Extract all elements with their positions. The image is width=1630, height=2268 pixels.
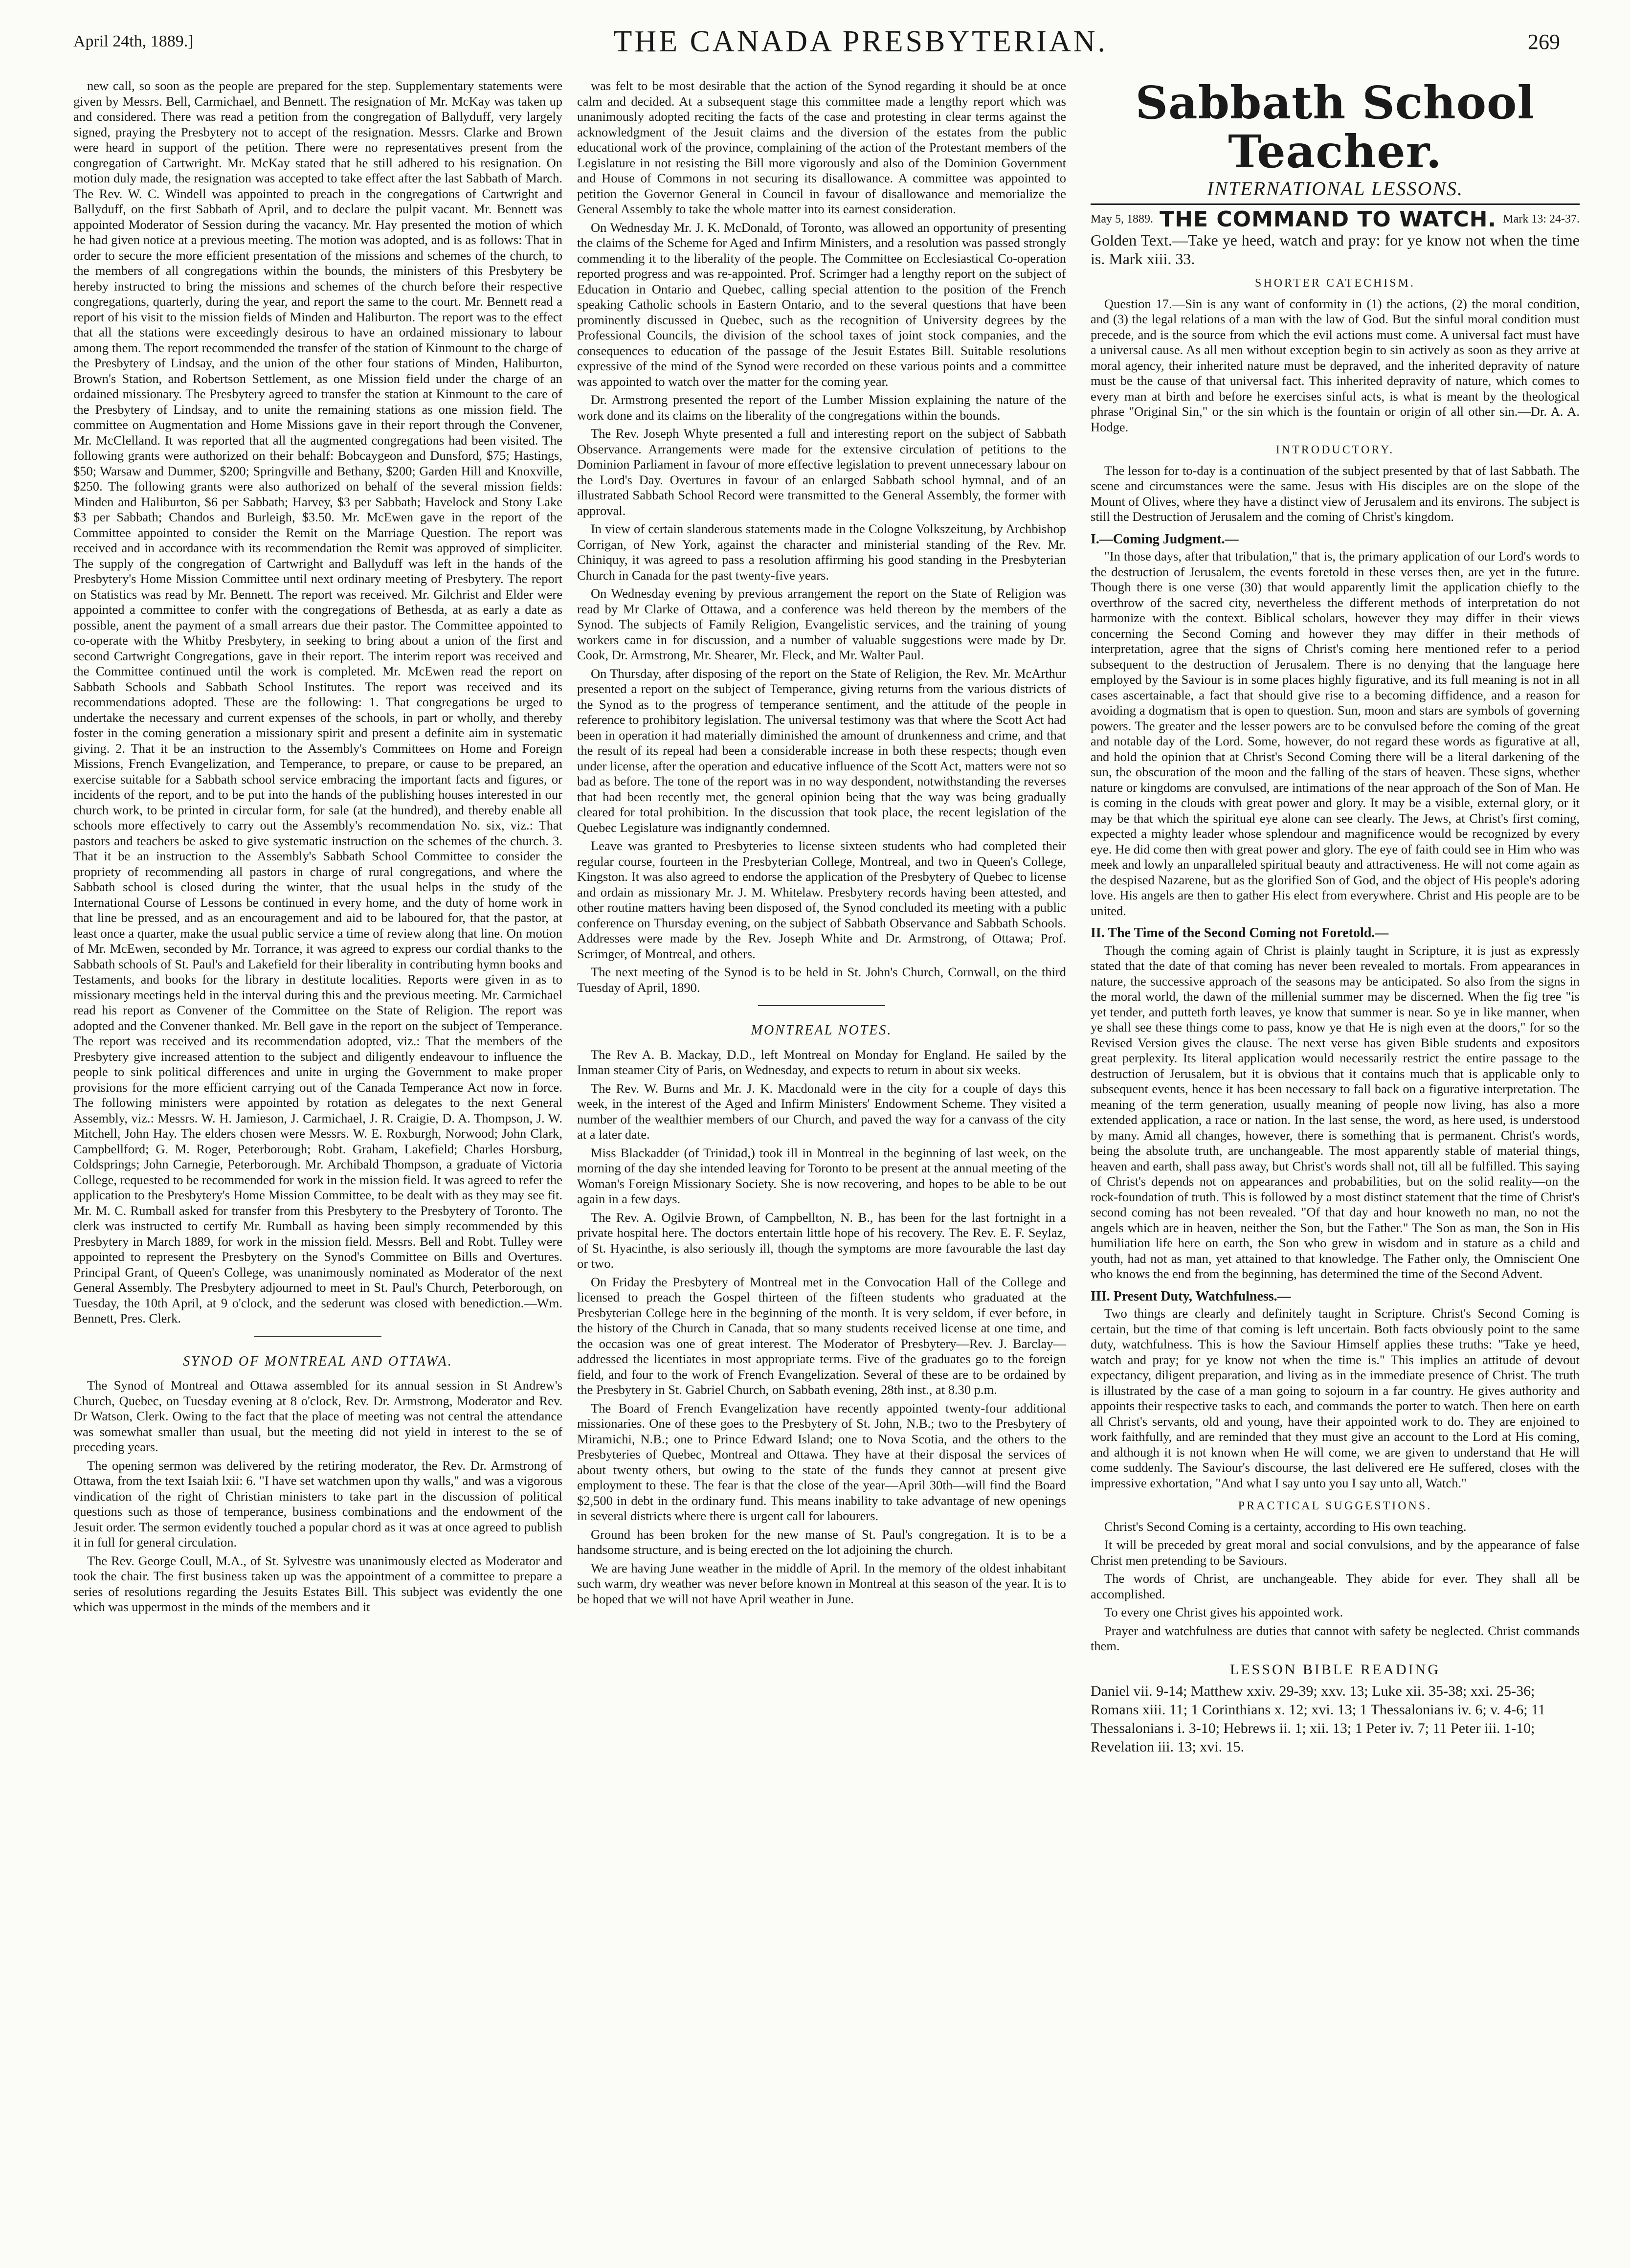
lesson-reference: Mark 13: 24-37. xyxy=(1503,213,1580,226)
divider xyxy=(1091,203,1580,205)
bible-reading-text: Daniel vii. 9-14; Matthew xxiv. 29-39; xxv. 13; Luke xii. 35-38; xxi. 25-36; Romans xiii. 11; 1 Corinthians x. 12; xvi. 13; 1 Thessalonians iv. 6; v. 4-6; 11 Thessalonians i. 3-10; Hebrews ii. 1; xii. 13; 1 Peter iv. 7; 11 Peter iii. 1-10; Revelation iii. 13; xvi. 15. xyxy=(1091,1683,1545,1755)
montreal-notes-heading: MONTREAL NOTES. xyxy=(751,1023,893,1038)
synod-paragraph: The Rev. George Coull, M.A., of St. Sylvestre was unanimously elected as Moderator and took the chair. The first business taken up was the appointment of a committee to prepare a series of resolutions regarding the Jesuits Estates Bill. This subject was evidently the one which was uppermost in the minds of the members and it xyxy=(73,1553,562,1614)
page-number: 269 xyxy=(1527,29,1560,54)
catechism-text: Question 17.—Sin is any want of conformity in (1) the actions, (2) the moral condition, and (3) the legal relations of a man with the law of God. But the sinful moral condition must precede, and is the source from which the evil actions must come. A universal fact must have a universal cause. As all men without exception begin to sin actively as soon as they arrive at moral agency, their inherited nature must be depraved, and the inherited depravity of nature must be the cause of that universal fact. This inherited depravity of nature, which comes to every man at birth and before he exercises sinful acts, is what is meant by the theological phrase "Original Sin," or the sin which is the fountain or origin of all other sin.—Dr. A. A. Hodge. xyxy=(1091,296,1580,434)
practical-item: The words of Christ, are unchangeable. They abide for ever. They shall all be accomplished. xyxy=(1091,1571,1580,1601)
divider xyxy=(254,1336,381,1337)
section-heading: III. Present Duty, Watchfulness.— xyxy=(1091,1288,1291,1304)
practical-item: It will be preceded by great moral and social convulsions, and by the appearance of false Christ men pretending to be Saviours. xyxy=(1091,1537,1580,1568)
issue-date: April 24th, 1889.] xyxy=(73,32,194,50)
notes-paragraph: The Rev A. B. Mackay, D.D., left Montreal on Monday for England. He sailed by the Inman steamer City of Paris, on Wednesday, and expects to return in about six weeks. xyxy=(577,1047,1066,1077)
section-masthead: Sabbath School Teacher. xyxy=(1135,76,1535,178)
notes-paragraph: Ground has been broken for the new manse of St. Paul's congregation. It is to be a handsome structure, and is being erected on the lot adjoining the church. xyxy=(577,1527,1066,1557)
column-2 xyxy=(577,78,1066,1610)
practical-heading: PRACTICAL SUGGESTIONS. xyxy=(1238,1500,1432,1512)
synod-paragraph: On Thursday, after disposing of the report on the State of Religion, the Rev. Mr. McArthur presented a report on the subject of Temperance, giving returns from the various districts of the Synod as to the progress of temperance sentiment, and the attitude of the people in reference to prohibitory legislation. The universal testimony was that where the Scott Act had been in operation it had materially diminished the amount of drunkenness and crime, and that the result of its repeal had been a considerable increase in both these respects; though even under license, after the operation and educative influence of the Scott Act, matters were not so bad as before. The tone of the report was in no way despondent, notwithstanding the reverses that had been recently met, the general opinion being that the way was being gradually cleared for total prohibition. In the discussion that took place, the recent legislation of the Quebec Legislature was indignantly condemned. xyxy=(577,666,1066,835)
lesson-date: May 5, 1889. xyxy=(1091,213,1153,226)
lesson-title: THE COMMAND TO WATCH. xyxy=(1160,206,1497,232)
catechism-heading: SHORTER CATECHISM. xyxy=(1255,277,1415,290)
section-heading: II. The Time of the Second Coming not Foretold.— xyxy=(1091,925,1389,941)
lesson-section xyxy=(1091,925,1580,941)
presbytery-report: new call, so soon as the people are prepared for the step. Supplementary statements were given by Messrs. Bell, Carmichael, and Bennett. The resignation of Mr. McKay was taken up and considered. There was read a petition from the congregation of Ballyduff, very largely signed, praying the Presbytery not to accept of the resignation. Messrs. Clarke and Brown were heard in support of the petition. There were no representatives present from the congregation of Cartwright. Mr. McKay stated that he still adhered to his resignation. On motion duly made, the resignation was accepted to take effect after the last Sabbath of March. The Rev. W. C. Windell was appointed to preach in the congregations of Cartwright and Ballyduff, on the first Sabbath of April, and to declare the pulpit vacant. Mr. Bennett was appointed Moderator of Session during the vacancy. Mr. Hay presented the motion of which he had given notice at a previous meeting. The motion was adopted, and is as follows: That in order to secure the more efficient presentation of the missions and schemes of the church, to the members of all congregations within the bounds, the ministers of this Presbytery be hereby instructed to bring the missions and schemes of the church before their respective congregations, quarterly, during the year, and report the same to the court. Mr. Bennett read a report of his visit to the mission fields of Minden and Haliburton. The report was to the effect that all the stations were exceedingly desirous to have an ordained missionary to labour among them. The report recommended the transfer of the station of Kinmount to the charge of the Presbytery of Lindsay, and the union of the other four stations of Minden, Haliburton, Brown's Station, and Robertson Settlement, as one Mission field under the charge of an ordained missionary. The Presbytery agreed to transfer the station at Kinmount to the care of the Presbytery of Lindsay, and to unite the remaining stations as one mission field. The committee on Augmentation and Home Missions gave in their report through the Convener, Mr. McClelland. It was reported that all the augmented congregations had been visited. The following grants were authorized on their behalf: Bobcaygeon and Dunsford, $75; Hastings, $50; Warsaw and Dummer, $200; Springville and Bethany, $200; Garden Hill and Knoxville, $250. The following grants were also authorized on behalf of the several mission fields: Minden and Haliburton, $6 per Sabbath; Harvey, $3 per Sabbath; Havelock and Stony Lake $3 per Sabbath; Chandos and Burleigh, $3.50. Mr. McEwen gave in the report of the Committee appointed to consider the Remit on the Marriage Question. The report was received and in accordance with its recommendation the Remit was approved of simpliciter. The supply of the congregation of Cartwright and Ballyduff was left in the hands of the Presbytery's Home Mission Committee until next ordinary meeting of Presbytery. The report on Statistics was read by Mr. Bennett. The report was received. Mr. Gilchrist and Elder were appointed a committee to confer with the congregations of Bethesda, at as early a date as possible, anent the payment of a small arrears due their pastor. The Committee appointed to co-operate with the Whitby Presbytery, in seeking to bring about a union of the first and second Cartwright Congregations, gave in their report. The interim report was received and the Committee continued until the work is completed. Mr. McEwen read the report on Sabbath Schools and Sabbath School Institutes. The report was received and its recommendations adopted. These are the following: 1. That congregations be urged to undertake the necessary and current expenses of the schools, in part or wholly, and thereby foster in the coming generation a missionary spirit and present a definite aim in systematic giving. 2. That it be an instruction to the Assembly's Committees on Home and Foreign Missions, French Evangelization, and Temperance, to prepare, or cause to be prepared, an exercise suitable for a Sabbath school service embracing the important facts and figures, or incidents of the report, and to be put into the hands of the publishing houses interested in our church work, to be printed in circular form, for sale (at the hundred), and thereby enable all schools more effectively to carry out the Assembly's recommendation No. six, viz.: That pastors and teachers be asked to give systematic instruction on the schemes of the church. 3. That it be an instruction to the Assembly's Sabbath School Committee to consider the propriety of recommending all pastors in charge of rural congregations, and where the Sabbath school is closed during the winter, that the usual helps in the study of the International Course of Lessons be continued in every home, and the duty of home work in that line be pressed, and as an encouragement and aid to be laboured for, that the pastor, at least once a quarter, make the usual public service a time of review along that line. On motion of Mr. McEwen, seconded by Mr. Torrance, it was agreed to express our cordial thanks to the Sabbath schools of St. Paul's and Lakefield for their liberality in contributing hymn books and Testaments, and books for the library in destitute localities. Reports were given in as to missionary meetings held in the interval during this and the previous meeting. Mr. Carmichael read his report as Convener of the Committee on the State of Religion. The report was adopted and the Convener thanked. Mr. Bell gave in the report on the subject of Temperance. The report was received and its recommendation adopted, viz.: That the members of the Presbytery give increased attention to the subject and diligently endeavour to influence the people to sink political differences and unite in urging the Government to make proper provisions for the more efficient carrying out of the Canada Temperance Act now in force. The following ministers were appointed by rotation as delegates to the next General Assembly, viz.: Messrs. W. H. Jamieson, J. Carmichael, J. R. Craigie, D. A. Thompson, J. W. Mitchell, John Hay. The elders chosen were Messrs. W. E. Roxburgh, Norwood; John Clark, Campbellford; G. M. Roger, Peterborough; Robt. Graham, Lakefield; Charles Horsburg, Coldsprings; John Carnegie, Peterborough. Mr. Archibald Thompson, a graduate of Victoria College, requested to be recommended for work in the mission field. It was agreed to refer the application to the Presbytery's Home Mission Committee, to be dealt with as they may see fit. Mr. M. C. Rumball asked for transfer from this Presbytery to the Presbytery of Toronto. The clerk was instructed to certify Mr. Rumball as having been simply recommended by this Presbytery in March 1889, for work in the mission field. Messrs. Bell and Robt. Tulley were appointed to represent the Presbytery on the Synod's Committee on Bills and Overtures. Principal Grant, of Queen's College, was unanimously nominated as Moderator of the next General Assembly. The Presbytery adjourned to meet in St. Paul's Church, Peterborough, on Tuesday, the 10th April, at 9 o'clock, and the sederunt was closed with benediction.—Wm. Bennett, Pres. Clerk. xyxy=(73,78,562,1325)
column-1 xyxy=(73,78,562,1618)
page-header xyxy=(73,15,1560,68)
lesson-section xyxy=(1091,532,1580,547)
section-text: "In those days, after that tribulation," that is, the primary application of our Lord's words to the destruction of Jerusalem, the events foretold in these verses then, are yet in the future. Though there is one verse (30) that would apparently limit the application chiefly to the overthrow of the sacred city, nevertheless the different methods of interpretation do not harmonize with the context. Biblical scholars, however they may differ in their views concerning the Second Coming and however they may differ in their methods of interpretation, agree that the signs of Christ's coming here mentioned refer to a period subsequent to the destruction of Jerusalem. There is no denying that the language here employed by the Saviour is in some places highly figurative, and its full meaning is not in all cases ascertainable, a fact that should give rise to a becoming diffidence, and a reason for avoiding a dogmatism that is open to question. Sun, moon and stars are symbols of governing powers. The greater and the lesser powers are to be convulsed before the coming of the great and notable day of the Lord. Some, however, do not regard these words as figurative at all, and hold the opinion that at Christ's Second Coming there will be a literal darkening of the sun, the obscuration of the moon and the falling of the stars of heaven. These signs, whether nature or kingdoms are convulsed, are intimations of the near approach of the Son of Man. He is coming in the clouds with great power and glory. It may be a visible, external glory, or it may be that which the spiritual eye alone can see clearly. The Jews, at Christ's first coming, expected a mighty leader whose splendour and magnificence would be recognized by every eye. He did come then with great power and glory. The eye of faith could see in Him who was meek and lowly an unparalleled spiritual beauty and attractiveness. He will not come again as the despised Nazarene, but as the glorified Son of God, and the object of His people's adoring love. His angels are then to gather His elect from everywhere. Christ and His people are to be united. xyxy=(1091,549,1580,918)
synod-paragraph: The Rev. Joseph Whyte presented a full and interesting report on the subject of Sabbath Observance. Arrangements were made for the extensive circulation of petitions to the Dominion Parliament in favour of more effective legislation to prevent unnecessary labour on the Lord's Day. Overtures in favour of an enlarged Sabbath school hymnal, and of an illustrated Sabbath School Record were transmitted to the General Assembly, the former with approval. xyxy=(577,426,1066,518)
synod-heading: SYNOD OF MONTREAL AND OTTAWA. xyxy=(183,1353,453,1369)
synod-paragraph: Dr. Armstrong presented the report of the Lumber Mission explaining the nature of the work done and its claims on the liberality of the congregations within the bounds. xyxy=(577,392,1066,423)
section-text: Though the coming again of Christ is plainly taught in Scripture, it is just as expressly stated that the date of that coming has never been revealed to mortals. From appearances in nature, the successive approach of the seasons may be anticipated. So also from the signs in the moral world, the dawn of the millenial summer may be discerned. When the fig tree "is yet tender, and putteth forth leaves, ye know that summer is near. So ye in like manner, when ye shall see these things come to pass, know ye that He is nigh even at the doors," for so the Revised Version gives the clause. The next verse has given Bible students and expositors great perplexity. Its literal application would necessarily restrict the entire passage to the destruction of Jerusalem, but it is obvious that it contains much that is applicable only to subsequent events, hence it has been necessary to fall back on a figurative interpretation. The meaning of the term generation, usually meaning of people now living, has also a more extended application, a race or nation. In the last sense, the word, as here used, is understood by many. Amid all changes, however, there is something that is permanent. Christ's words, being the absolute truth, are unchangeable. The most apparently stable of material things, heaven and earth, shall pass away, but Christ's words shall not, till all be fulfilled. This saying of Christ's depends not on appearances and probabilities, but on the solid reality—on the rock-foundation of truth. This is followed by a most distinct statement that the time of Christ's second coming has not been revealed. "Of that day and hour knoweth no man, no not the angels which are in heaven, neither the Son, but the Father." The Son as man, the Son in His humiliation life here on earth, the Son who grew in wisdom and in stature as a child and youth, had not as man, yet attained to that knowledge. The Father only, the Omniscient One who knows the end from the beginning, has determined the time of the Second Advent. xyxy=(1091,943,1580,1281)
notes-paragraph: The Rev. W. Burns and Mr. J. K. Macdonald were in the city for a couple of days this week, in the interest of the Aged and Infirm Ministers' Endowment Scheme. They visited a number of the wealthier members of our Church, and paved the way for a canvass of the city at a later date. xyxy=(577,1080,1066,1142)
section-text: Two things are clearly and definitely taught in Scripture. Christ's Second Coming is certain, but the time of that coming is left uncertain. Both facts obviously point to the same duty, watchfulness. This is how the Saviour Himself applies these truths: "Take ye heed, watch and pray; for ye know not when the time is." This implies an attitude of devout expectancy, diligent preparation, and living as in the immediate presence of Christ. The truth is illustrated by the case of a man going to sojourn in a far country. He gives authority and appoints their respective tasks to each, and commands the porter to watch. Then here on earth all Christ's servants, old and young, have their appointed work to do. They are enjoined to work faithfully, and are reminded that they must give an account to the Lord at His coming, and although it is not known when He will come, we are given to understand that He will come suddenly. The Saviour's discourse, the last delivered ere He suffered, closes with the impressive exhortation, "And what I say unto you I say unto all, Watch." xyxy=(1091,1306,1580,1490)
synod-paragraph: Leave was granted to Presbyteries to license sixteen students who had completed their regular course, fourteen in the Presbyterian College, Montreal, and two in Queen's College, Kingston. It was also agreed to endorse the application of the Presbytery of Quebec to license and ordain as missionary Mr. J. M. Whitelaw. Presbytery records having been attested, and other routine matters having been disposed of, the Synod concluded its meeting with a public conference on Thursday evening, on the subject of Sabbath Observance and Sabbath Schools. Addresses were made by the Rev. Joseph White and Dr. Armstrong, of Ottawa; Prof. Scrimger, of Montreal, and others. xyxy=(577,838,1066,961)
synod-paragraph: was felt to be most desirable that the action of the Synod regarding it should be at once calm and decided. At a subsequent stage this committee made a lengthy report which was unanimously adopted reciting the facts of the case and protesting in clear terms against the acknowledgment of the Jesuit claims and the diversion of the estates from the public educational work of the province, complaining of the action of the Protestant members of the Legislature in not resisting the Bill more vigorously and also of the Dominion Government and House of Commons in not securing its disallowance. A committee was appointed to petition the Governor General in Council in favour of disallowance and memorialize the General Assembly to take the whole matter into its earnest consideration. xyxy=(577,78,1066,216)
notes-paragraph: The Board of French Evangelization have recently appointed twenty-four additional missionaries. One of these goes to the Presbytery of St. John, N.B.; two to the Presbytery of Miramichi, N.B.; one to Prince Edward Island; one to Nova Scotia, and the others to the Presbyteries of Quebec, Montreal and Ottawa. They have at their disposal the services of about twenty others, but owing to the state of the funds they cannot at present give employment to these. The fear is that the close of the year—April 30th—will find the Board $2,500 in debt in the ordinary fund. This means inability to take advantage of new openings in several districts where there is urgent call for labourers. xyxy=(577,1400,1066,1523)
notes-paragraph: The Rev. A. Ogilvie Brown, of Campbellton, N. B., has been for the last fortnight in a private hospital here. The doctors entertain little hope of his recovery. The Rev. E. F. Seylaz, of St. Hyacinthe, is also seriously ill, though the symptoms are more favourable the last day or two. xyxy=(577,1210,1066,1271)
newspaper-title: THE CANADA PRESBYTERIAN. xyxy=(613,24,1108,58)
lesson-section xyxy=(1091,1289,1580,1304)
notes-paragraph: On Friday the Presbytery of Montreal met in the Convocation Hall of the College and licensed to preach the Gospel thirteen of the fifteen students who graduated at the Presbyterian College here in the beginning of the month. It is very seldom, if ever before, in the history of the Church in Canada, that so many students received license at one time, and the occasion was one of great interest. The Moderator of Presbytery—Rev. J. Barclay—addressed the licentiates in most appropriate terms. Five of the graduates go to the foreign field, and four to the work of French Evangelization. Several of these are to be ordained by the Presbytery in St. Gabriel Church, on Sabbath evening, 28th inst., at 8.30 p.m. xyxy=(577,1274,1066,1397)
introductory-text: The lesson for to-day is a continuation of the subject presented by that of last Sabbath. The scene and circumstances were the same. Jesus with His disciples are on the slope of the Mount of Olives, where they have a distinct view of Jerusalem and its environs. The subject is still the Destruction of Jerusalem and the coming of Christ's kingdom. xyxy=(1091,463,1580,524)
introductory-heading: INTRODUCTORY. xyxy=(1275,444,1395,456)
practical-item: Christ's Second Coming is a certainty, according to His own teaching. xyxy=(1104,1519,1467,1534)
practical-item: Prayer and watchfulness are duties that cannot with safety be neglected. Christ commands them. xyxy=(1091,1623,1580,1653)
notes-paragraph: Miss Blackadder (of Trinidad,) took ill in Montreal in the beginning of last week, on the morning of the day she intended leaving for Toronto to be present at the annual meeting of the Woman's Foreign Missionary Society. She is now recovering, and hopes to be able to be out again in a few days. xyxy=(577,1145,1066,1206)
synod-paragraph: On Wednesday evening by previous arrangement the report on the State of Religion was read by Mr Clarke of Ottawa, and a conference was held thereon by the members of the Synod. The subjects of Family Religion, Evangelistic services, and the training of young workers came in for discussion, and a number of valuable suggestions were made by Dr. Cook, Dr. Armstrong, Mr. Shearer, Mr. Fleck, and Mr. Walter Paul. xyxy=(577,586,1066,662)
column-3 xyxy=(1091,78,1580,1756)
golden-text: Golden Text.—Take ye heed, watch and pray: for ye know not when the time is. Mark xiii. 33. xyxy=(1091,231,1580,268)
synod-paragraph: On Wednesday Mr. J. K. McDonald, of Toronto, was allowed an opportunity of presenting the claims of the Scheme for Aged and Infirm Ministers, and a resolution was passed strongly commending it to the liberality of the people. The Committee on Ecclesiastical Co-operation reported progress and was re-appointed. Prof. Scrimger had a lengthy report on the subject of Education in Ontario and Quebec, calling special attention to the position of the French speaking Catholic schools in Eastern Ontario, and to the several questions that have been prominently discussed in Quebec, such as the recognition of University degrees by the Professional Councils, the division of the school taxes of joint stock companies, and the consequences to education of the passage of the Jesuit Estates Bill. Suitable resolutions expressive of the mind of the Synod were recorded on these various points and a committee was appointed to watch over the matter for the coming year. xyxy=(577,220,1066,389)
section-subhead: INTERNATIONAL LESSONS. xyxy=(1206,178,1464,200)
divider xyxy=(758,1005,885,1006)
lesson-heading-row xyxy=(1091,206,1580,232)
bible-reading-heading: LESSON BIBLE READING xyxy=(1230,1661,1440,1678)
synod-paragraph: The opening sermon was delivered by the retiring moderator, the Rev. Dr. Armstrong of Ottawa, from the text Isaiah lxii: 6. "I have set watchmen upon thy walls," and was a vigorous vindication of the right of Christian ministers to take part in the discussion of political questions such as those of temperance, business combinations and the endowment of the Jesuit order. The sermon evidently touched a popular chord as it was at once agreed to publish it in full for general circulation. xyxy=(73,1458,562,1549)
section-heading: I.—Coming Judgment.— xyxy=(1091,531,1239,547)
synod-paragraph: In view of certain slanderous statements made in the Cologne Volkszeitung, by Archbishop Corrigan, of New York, against the character and ministerial standing of the Rev. Mr. Chiniquy, it was agreed to pass a resolution affirming his good standing in the Presbyterian Church in Canada for the past twenty-five years. xyxy=(577,521,1066,583)
notes-paragraph: We are having June weather in the middle of April. In the memory of the oldest inhabitant such warm, dry weather was never before known in Montreal at this season of the year. It is to be hoped that we will not have April weather in June. xyxy=(577,1560,1066,1606)
practical-item: To every one Christ gives his appointed work. xyxy=(1104,1605,1343,1619)
synod-paragraph: The next meeting of the Synod is to be held in St. John's Church, Cornwall, on the third Tuesday of April, 1890. xyxy=(577,965,1066,995)
synod-paragraph: The Synod of Montreal and Ottawa assembled for its annual session in St Andrew's Church, Quebec, on Tuesday evening at 8 o'clock, Rev. Dr. Armstrong, Moderator and Rev. Dr Watson, Clerk. Owing to the fact that the place of meeting was not central the attendance was somewhat smaller than usual, but the meeting did not yield in interest to the se of preceding years. xyxy=(73,1378,562,1454)
